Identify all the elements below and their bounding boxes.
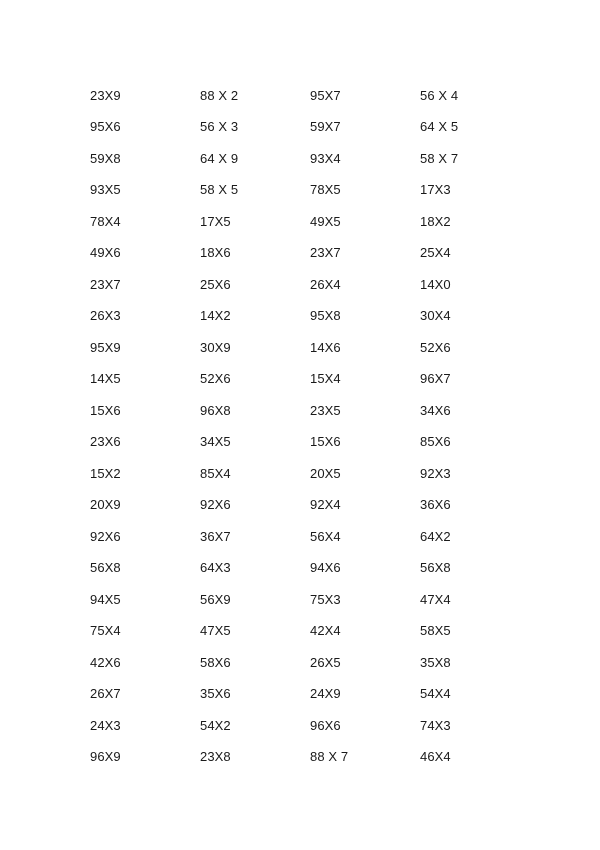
multiplication-problem: 23X7 [90, 276, 121, 292]
multiplication-problem: 14X2 [200, 308, 231, 324]
multiplication-problem: 88 X 2 [200, 87, 239, 103]
multiplication-problem: 35X6 [200, 686, 231, 702]
multiplication-problem: 42X4 [310, 623, 341, 639]
multiplication-problem: 30X4 [420, 308, 451, 324]
multiplication-problem: 78X4 [90, 213, 121, 229]
multiplication-problem: 15X6 [310, 434, 341, 450]
multiplication-problem: 23X6 [90, 434, 121, 450]
multiplication-problem: 95X7 [310, 87, 341, 103]
multiplication-problem: 14X0 [420, 276, 451, 292]
multiplication-problem: 15X2 [90, 465, 121, 481]
multiplication-problem: 25X4 [420, 245, 451, 261]
multiplication-problem: 26X7 [90, 686, 121, 702]
multiplication-problem: 54X2 [200, 717, 231, 733]
multiplication-problem: 35X8 [420, 654, 451, 670]
multiplication-problem: 78X5 [310, 182, 341, 198]
multiplication-problem: 34X6 [420, 402, 451, 418]
multiplication-problem: 95X8 [310, 308, 341, 324]
multiplication-problem: 52X6 [420, 339, 451, 355]
multiplication-problem: 75X4 [90, 623, 121, 639]
multiplication-problem: 59X8 [90, 150, 121, 166]
multiplication-problem: 30X9 [200, 339, 231, 355]
multiplication-problem: 18X2 [420, 213, 451, 229]
multiplication-problem: 93X5 [90, 182, 121, 198]
multiplication-problem: 64X2 [420, 528, 451, 544]
multiplication-problem: 25X6 [200, 276, 231, 292]
multiplication-problem: 92X3 [420, 465, 451, 481]
multiplication-problem: 58X5 [420, 623, 451, 639]
multiplication-problem: 34X5 [200, 434, 231, 450]
multiplication-problem: 36X7 [200, 528, 231, 544]
multiplication-problem: 96X7 [420, 371, 451, 387]
multiplication-problem: 56 X 4 [420, 87, 459, 103]
multiplication-problem: 14X6 [310, 339, 341, 355]
multiplication-problem: 58 X 7 [420, 150, 459, 166]
multiplication-problem: 15X4 [310, 371, 341, 387]
multiplication-problem: 26X3 [90, 308, 121, 324]
multiplication-problem: 94X6 [310, 560, 341, 576]
multiplication-problem: 93X4 [310, 150, 341, 166]
multiplication-problem: 58X6 [200, 654, 231, 670]
multiplication-problem: 92X4 [310, 497, 341, 513]
multiplication-problem: 56X8 [90, 560, 121, 576]
multiplication-problem: 64 X 9 [200, 150, 239, 166]
multiplication-problem: 58 X 5 [200, 182, 239, 198]
multiplication-problem: 56X9 [200, 591, 231, 607]
multiplication-problem: 47X5 [200, 623, 231, 639]
multiplication-problem: 17X5 [200, 213, 231, 229]
multiplication-problem: 24X9 [310, 686, 341, 702]
multiplication-problem: 64 X 5 [420, 119, 459, 135]
multiplication-problem: 54X4 [420, 686, 451, 702]
multiplication-problem: 74X3 [420, 717, 451, 733]
multiplication-problem: 24X3 [90, 717, 121, 733]
multiplication-problem: 56X8 [420, 560, 451, 576]
multiplication-problem: 18X6 [200, 245, 231, 261]
multiplication-problem: 85X4 [200, 465, 231, 481]
multiplication-problem: 46X4 [420, 749, 451, 765]
multiplication-problem: 20X5 [310, 465, 341, 481]
multiplication-problem: 64X3 [200, 560, 231, 576]
multiplication-problem: 49X6 [90, 245, 121, 261]
multiplication-problem: 15X6 [90, 402, 121, 418]
multiplication-problem: 20X9 [90, 497, 121, 513]
multiplication-problem: 56X4 [310, 528, 341, 544]
multiplication-problem: 26X5 [310, 654, 341, 670]
multiplication-problem: 42X6 [90, 654, 121, 670]
multiplication-problem: 94X5 [90, 591, 121, 607]
multiplication-problem: 23X5 [310, 402, 341, 418]
multiplication-problem: 92X6 [200, 497, 231, 513]
multiplication-problem: 17X3 [420, 182, 451, 198]
multiplication-problem: 49X5 [310, 213, 341, 229]
multiplication-problem-grid [90, 80, 550, 773]
multiplication-problem: 75X3 [310, 591, 341, 607]
multiplication-problem: 95X9 [90, 339, 121, 355]
multiplication-problem: 56 X 3 [200, 119, 239, 135]
multiplication-problem: 47X4 [420, 591, 451, 607]
multiplication-problem: 85X6 [420, 434, 451, 450]
multiplication-problem: 96X9 [90, 749, 121, 765]
multiplication-problem: 52X6 [200, 371, 231, 387]
multiplication-problem: 88 X 7 [310, 749, 349, 765]
multiplication-problem: 92X6 [90, 528, 121, 544]
multiplication-problem: 95X6 [90, 119, 121, 135]
multiplication-problem: 23X8 [200, 749, 231, 765]
multiplication-problem: 26X4 [310, 276, 341, 292]
multiplication-problem: 14X5 [90, 371, 121, 387]
multiplication-problem: 36X6 [420, 497, 451, 513]
multiplication-problem: 23X9 [90, 87, 121, 103]
multiplication-problem: 23X7 [310, 245, 341, 261]
multiplication-problem: 59X7 [310, 119, 341, 135]
multiplication-problem: 96X6 [310, 717, 341, 733]
multiplication-problem: 96X8 [200, 402, 231, 418]
